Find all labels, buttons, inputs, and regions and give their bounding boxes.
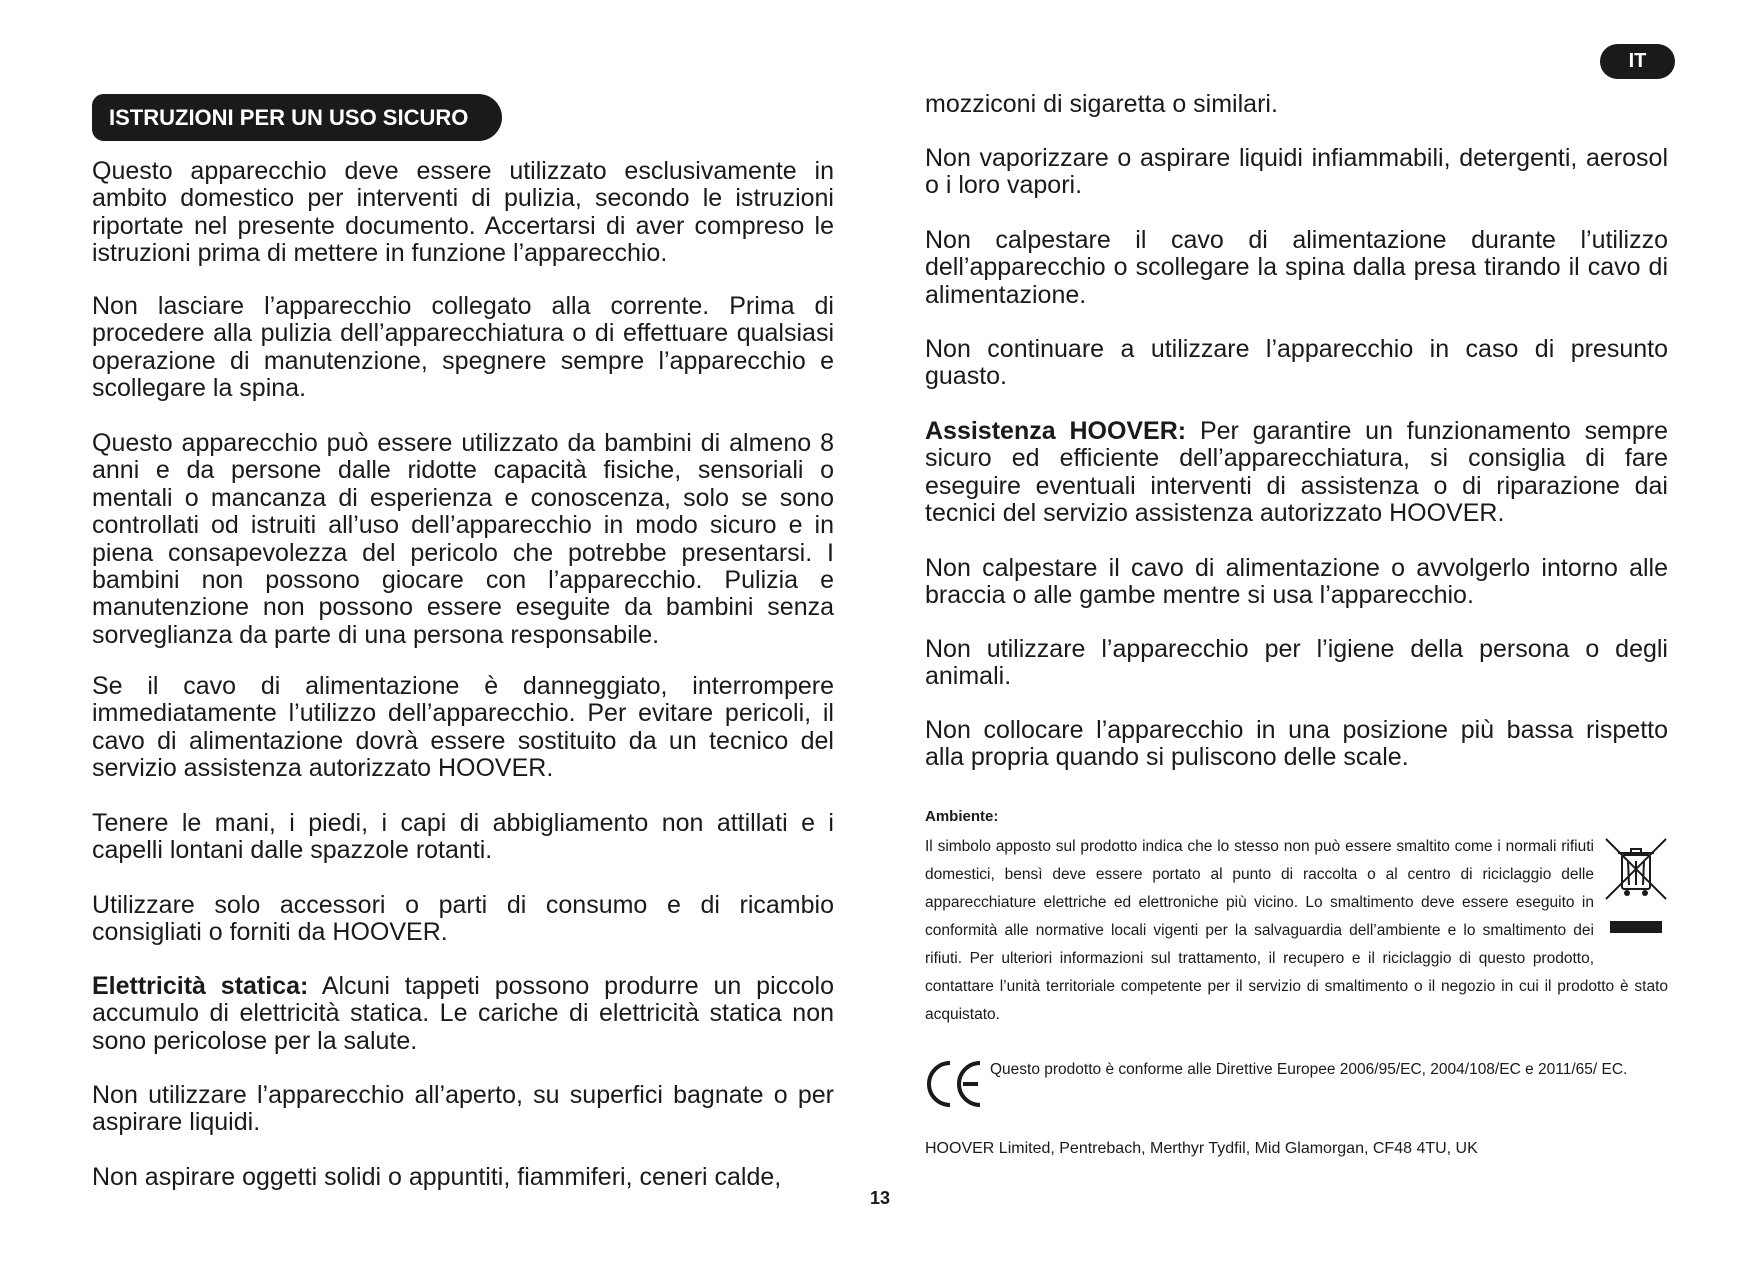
ce-block [925,1055,1668,1084]
paragraph: Se il cavo di alimentazione è danneggiato, interrompere immediatamente l’utilizzo dell’apparecchio. Per evitare pericoli, il cavo di alimentazione dovrà essere sostituito da un tecnico del servizio assistenza autorizzato HOOVER. [92,672,834,783]
paragraph: Tenere le mani, i piedi, i capi di abbigliamento non attillati e i capelli lontani dalle spazzole rotanti. [92,809,834,865]
paragraph: Non utilizzare l’apparecchio all’aperto, su superfici bagnate o per aspirare liquidi. [92,1081,834,1137]
paragraph-body: Alcuni tappeti possono produrre un piccolo accumulo di elettricità statica. Le cariche di elettricità statica non sono pericolose per la salute. [92,972,834,1055]
ce-mark-icon [925,1059,983,1114]
paragraph: Non utilizzare l’apparecchio per l’igiene della persona o degli animali. [925,635,1668,691]
environment-text: Il simbolo apposto sul prodotto indica che lo stesso non può essere smaltito come i normali rifiuti domestici, bensì deve essere portato al punto di raccolta o al centro di riciclaggio delle apparecchiature elettriche ed elettroniche più vicino. Lo smaltimento deve essere eseguito in conformità alle normative locali vigenti per la salvaguardia dell’ambiente e lo smaltimento dei rifiuti. Per ulteriori informazioni sul trattamento, il recupero e il riciclaggio di questo prodotto, contattare l’unità territoriale competente per il servizio di smaltimento o il negozio in cui il prodotto è stato acquistato. [925,838,1668,1023]
paragraph-lead: Elettricità statica: [92,972,309,1000]
paragraph: Non vaporizzare o aspirare liquidi infiammabili, detergenti, aerosol o i loro vapori. [925,144,1668,200]
paragraph: mozziconi di sigaretta o similari. [925,90,1278,118]
paragraph-lead: Assistenza HOOVER: [925,417,1187,445]
paragraph-static-electricity [92,973,834,1055]
page-number: 13 [869,1188,891,1208]
paragraph: Questo apparecchio può essere utilizzato da bambini di almeno 8 anni e da persone dalle ridotte capacità fisiche, sensoriali o mentali o mancanza di esperienza e conoscenza, solo se sono controllati od istruiti all’uso dell’apparecchio in modo sicuro e in piena consapevolezza del pericolo che potrebbe presentarsi. I bambini non possono giocare con l’apparecchio. Pulizia e manutenzione non possono essere eseguite da bambini senza sorveglianza da parte di una persona responsabile. [92,429,834,649]
paragraph: Non lasciare l’apparecchio collegato alla corrente. Prima di procedere alla pulizia dell’apparecchiatura o di effettuare qualsiasi operazione di manutenzione, spegnere sempre l’apparecchio e scollegare la spina. [92,292,834,403]
ce-conformity-text: Questo prodotto è conforme alle Direttive Europee 2006/95/EC, 2004/108/EC e 2011/65/ EC. [990,1061,1628,1078]
paragraph: Non continuare a utilizzare l’apparecchio in caso di presunto guasto. [925,335,1668,391]
environment-title: Ambiente: [925,808,999,825]
environment-text-block [925,833,1668,1029]
paragraph-body: Per garantire un funzionamento sempre sicuro ed efficiente dell’apparecchiatura, si consiglia di fare eseguire eventuali interventi di assistenza o di riparazione dai tecnici del servizio assistenza autorizzato HOOVER. [925,417,1668,528]
paragraph: Non calpestare il cavo di alimentazione durante l’utilizzo dell’apparecchio o scollegare la spina dalla presa tirando il cavo di alimentazione. [925,226,1668,309]
paragraph-assistance [925,418,1668,528]
language-badge: IT [1600,44,1675,79]
paragraph: Non collocare l’apparecchio in una posizione più bassa rispetto alla propria quando si puliscono delle scale. [925,716,1668,772]
paragraph: Utilizzare solo accessori o parti di consumo e di ricambio consigliati o forniti da HOOVER. [92,891,834,947]
manufacturer-address: HOOVER Limited, Pentrebach, Merthyr Tydfil, Mid Glamorgan, CF48 4TU, UK [925,1140,1478,1157]
weee-bin-icon [1604,835,1668,950]
section-title: ISTRUZIONI PER UN USO SICURO [92,94,502,141]
paragraph: Non calpestare il cavo di alimentazione o avvolgerlo intorno alle braccia o alle gambe mentre si usa l’apparecchio. [925,554,1668,610]
paragraph: Non aspirare oggetti solidi o appuntiti, fiammiferi, ceneri calde, [92,1163,782,1191]
paragraph: Questo apparecchio deve essere utilizzato esclusivamente in ambito domestico per interventi di pulizia, secondo le istruzioni riportate nel presente documento. Accertarsi di aver compreso le istruzioni prima di mettere in funzione l’apparecchio. [92,157,834,268]
